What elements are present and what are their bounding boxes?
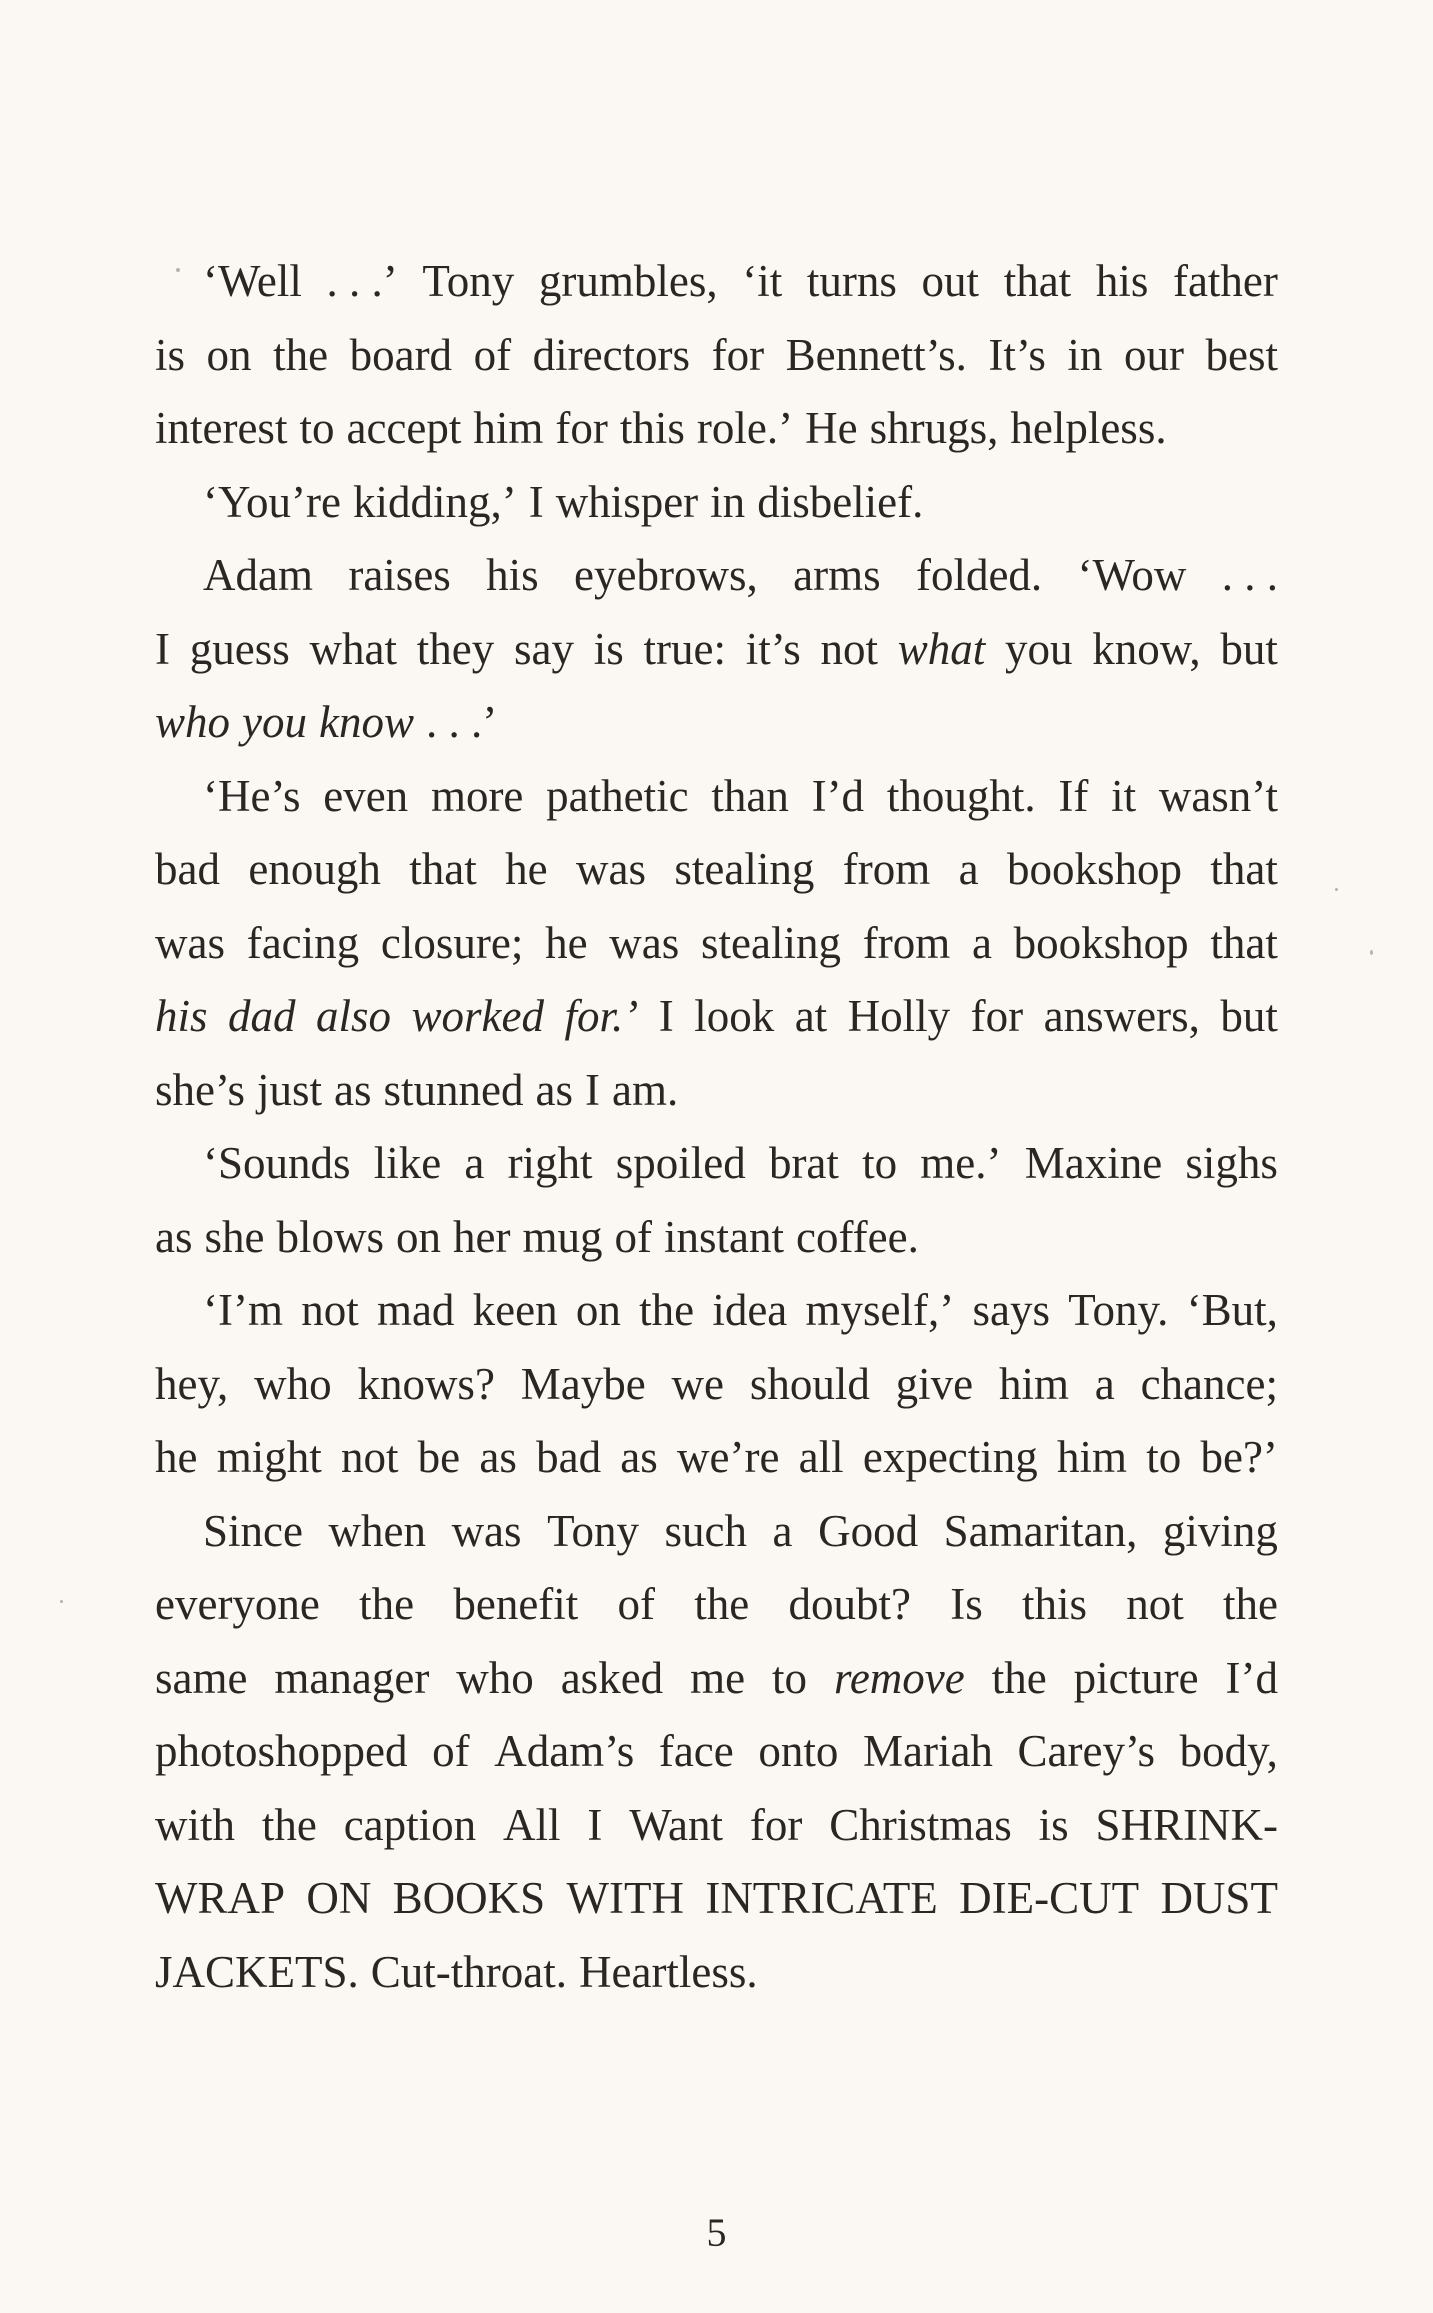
text-word: folded. (915, 550, 1043, 600)
text-word: Heartless. (579, 1946, 758, 1997)
text-word: with (155, 1799, 236, 1850)
text-word: his (1095, 256, 1149, 306)
text-word: Adam (203, 550, 313, 600)
text-word: him (473, 403, 544, 453)
text-word: such (664, 1505, 747, 1556)
text-word: father (1172, 256, 1278, 306)
text-word: I (658, 991, 674, 1041)
text-word: me.’ (920, 1138, 1002, 1188)
text-word: as (535, 1064, 574, 1115)
text-line (155, 1568, 1278, 1642)
text-word: not (340, 1432, 399, 1482)
text-line (155, 466, 1278, 540)
text-word: says (972, 1285, 1050, 1335)
text-word: true: (643, 623, 726, 674)
text-word: they (416, 623, 495, 674)
text-word: DUST (1160, 1873, 1278, 1923)
text-word: Cut-throat. (370, 1946, 567, 1997)
text-word: a (464, 1138, 485, 1188)
text-word: we (671, 1358, 724, 1409)
text-word: Carey’s (1017, 1726, 1155, 1776)
text-word: same (155, 1652, 248, 1703)
text-word: raises (348, 550, 451, 600)
text-word: onto (758, 1726, 839, 1776)
text-word: even (323, 770, 409, 821)
text-word: from (862, 917, 951, 968)
text-word: the (639, 1285, 695, 1335)
text-line (155, 1127, 1278, 1201)
text-word: eyebrows, (574, 550, 758, 600)
text-word: to (299, 403, 335, 453)
text-line (155, 1421, 1278, 1495)
text-line (155, 1348, 1278, 1422)
text-word: JACKETS. (155, 1946, 359, 1997)
text-word: instant (664, 1211, 784, 1262)
text-word: Mariah (862, 1726, 993, 1776)
text-word: coffee. (796, 1211, 919, 1262)
text-line (155, 1789, 1278, 1863)
text-word: a (971, 917, 992, 968)
text-word: just (257, 1064, 323, 1115)
text-word: brat (768, 1138, 839, 1188)
text-word: to (772, 1652, 808, 1703)
text-word: If (1058, 770, 1089, 821)
text-word: we’re (677, 1432, 780, 1482)
text-word: what (897, 623, 986, 674)
text-word: the (273, 329, 329, 380)
text-word: for (970, 991, 1024, 1041)
text-word: more (430, 770, 524, 821)
text-word: know, (1092, 623, 1201, 674)
text-word: Maybe (520, 1358, 646, 1409)
text-word: mug (522, 1211, 603, 1262)
text-word: stunned (383, 1064, 524, 1115)
text-word: wasn’t (1158, 770, 1278, 821)
text-word: I (528, 476, 544, 527)
text-line (155, 980, 1278, 1054)
text-word: of (432, 1726, 470, 1776)
text-word: what (309, 623, 397, 674)
text-word: on (396, 1211, 442, 1262)
text-word: this (619, 403, 685, 453)
paper-speck (1335, 888, 1338, 891)
text-word: Good (818, 1505, 919, 1556)
text-word: answers, (1043, 991, 1200, 1041)
text-word: for (555, 403, 608, 453)
text-word: Is (950, 1579, 983, 1629)
text-word: be?’ (1200, 1432, 1278, 1482)
text-line (155, 319, 1278, 393)
text-word: Tony (547, 1505, 639, 1556)
text-word: who (456, 1652, 534, 1703)
text-word: ‘I’m (203, 1285, 283, 1335)
text-word: idea (712, 1285, 788, 1335)
text-word: I’d (811, 770, 865, 821)
text-line (155, 245, 1278, 319)
text-word: giving (1162, 1505, 1278, 1556)
text-word: He (805, 403, 858, 453)
text-word: who (254, 1358, 332, 1409)
text-word: this (1021, 1579, 1087, 1629)
text-word: his (486, 550, 539, 600)
text-word: ‘You’re (203, 476, 341, 527)
text-word: is (155, 329, 186, 380)
text-word: I’d (1225, 1652, 1278, 1703)
text-word: spoiled (615, 1138, 746, 1188)
text-word: INTRICATE (705, 1873, 938, 1923)
text-word: pathetic (546, 770, 689, 821)
text-word: Want (629, 1799, 724, 1850)
text-word: that (409, 844, 477, 894)
text-word: a (772, 1505, 793, 1556)
text-word: Since (203, 1505, 303, 1556)
text-word: accept (346, 403, 462, 453)
text-word: a (1094, 1358, 1115, 1409)
body-text (155, 245, 1278, 2009)
text-word: of (614, 1211, 652, 1262)
text-word: he (155, 1432, 198, 1482)
text-word: closure; (380, 917, 524, 968)
text-line (155, 613, 1278, 687)
text-word: turns (806, 256, 897, 306)
text-word: face (658, 1726, 734, 1776)
text-word: for (749, 1799, 803, 1850)
text-word: was (155, 917, 225, 968)
text-word: me (690, 1652, 746, 1703)
text-word: directors (532, 329, 691, 380)
text-word: ‘it (742, 256, 783, 306)
text-word: enough (248, 844, 381, 894)
text-word: as (479, 1432, 517, 1482)
text-word: . . . (1221, 550, 1278, 600)
text-word: on (206, 329, 252, 380)
text-word: to (862, 1138, 898, 1188)
text-word: doubt? (788, 1579, 911, 1629)
text-word: body, (1179, 1726, 1278, 1776)
text-word: but (1220, 991, 1278, 1041)
text-word: of (617, 1579, 656, 1629)
text-word: Maxine (1024, 1138, 1163, 1188)
text-word: manager (274, 1652, 430, 1703)
text-word: as (155, 1211, 193, 1262)
text-word: . . .’ (426, 697, 498, 747)
text-word: you (242, 697, 307, 747)
text-line (155, 1274, 1278, 1348)
page-number: 5 (706, 2210, 727, 2255)
text-word: give (895, 1358, 974, 1409)
text-word: also (315, 991, 391, 1041)
text-word: but (1220, 623, 1278, 674)
text-word: the (991, 1652, 1047, 1703)
text-word: best (1205, 329, 1278, 380)
text-word: WRAP (155, 1873, 286, 1923)
text-word: as (334, 1064, 372, 1115)
text-word: Adam’s (494, 1726, 635, 1776)
text-word: expecting (862, 1432, 1038, 1482)
text-word: bad (155, 844, 220, 894)
text-word: not (820, 623, 878, 674)
text-word: disbelief. (757, 476, 924, 527)
text-word: stealing (674, 844, 815, 894)
text-word: mad (376, 1285, 455, 1335)
text-line (155, 907, 1278, 981)
text-word: BOOKS (392, 1873, 546, 1923)
text-word: picture (1073, 1652, 1199, 1703)
text-word: kidding,’ (352, 476, 517, 527)
text-word: was (576, 844, 646, 894)
text-word: the (694, 1579, 750, 1629)
text-line (155, 539, 1278, 613)
text-word: worked (411, 991, 544, 1041)
text-word: than (711, 770, 789, 821)
text-word: she (204, 1211, 265, 1262)
text-word: it (1111, 770, 1137, 821)
text-line (155, 686, 1278, 760)
text-word: that (1210, 917, 1278, 968)
text-word: role.’ (696, 403, 794, 453)
text-word: benefit (453, 1579, 579, 1629)
text-word: a (958, 844, 979, 894)
text-line (155, 1201, 1278, 1275)
text-word: as (620, 1432, 658, 1482)
text-word: SHRINK- (1095, 1799, 1278, 1850)
paper-speck (60, 1600, 63, 1603)
text-word: look (694, 991, 775, 1041)
text-word: bad (536, 1432, 602, 1482)
text-word: helpless. (1010, 403, 1167, 453)
text-word: is (1038, 1799, 1069, 1850)
text-word: blows (276, 1211, 385, 1262)
text-word: arms (793, 550, 881, 600)
text-word: from (842, 844, 931, 894)
text-word: for.’ (564, 991, 639, 1041)
text-word: photoshopped (155, 1726, 408, 1776)
text-word: his (155, 991, 208, 1041)
text-word: be (417, 1432, 461, 1482)
text-word: when (328, 1505, 427, 1556)
text-word: guess (189, 623, 290, 674)
text-word: all (798, 1432, 844, 1482)
text-word: hey, (155, 1358, 229, 1409)
text-word: should (749, 1358, 870, 1409)
text-word: I (155, 623, 170, 674)
text-word: WITH (566, 1873, 684, 1923)
text-word: Samaritan, (943, 1505, 1138, 1556)
text-word: bookshop (1013, 917, 1189, 968)
text-word: at (794, 991, 828, 1041)
text-word: ‘He’s (203, 770, 301, 821)
text-word: remove (833, 1652, 965, 1703)
text-line (155, 760, 1278, 834)
text-word: in (1067, 329, 1103, 380)
text-word: Tony. (1068, 1285, 1169, 1335)
text-word: who (155, 697, 231, 747)
text-word: the (1222, 1579, 1278, 1629)
text-word: board (349, 329, 453, 380)
text-word: sighs (1185, 1138, 1278, 1188)
text-word: the (359, 1579, 415, 1629)
text-word: . . .’ (326, 256, 398, 306)
text-word: it’s (745, 623, 801, 674)
text-line (155, 833, 1278, 907)
text-word: like (373, 1138, 442, 1188)
text-word: It’s (988, 329, 1046, 380)
text-word: that (1003, 256, 1072, 306)
text-word: him (1057, 1432, 1128, 1482)
text-word: him (998, 1358, 1069, 1409)
text-word: bookshop (1006, 844, 1182, 894)
text-word: of (473, 329, 512, 380)
text-word: thought. (886, 770, 1036, 821)
text-word: knows? (357, 1358, 495, 1409)
text-word: you (1005, 623, 1073, 674)
text-word: for (711, 329, 765, 380)
text-word: I (585, 1064, 601, 1115)
text-word: Holly (847, 991, 951, 1041)
text-line (155, 1715, 1278, 1789)
text-word: say (513, 623, 574, 674)
text-line (155, 1642, 1278, 1716)
text-word: ‘But, (1186, 1285, 1278, 1335)
text-word: ‘Well (203, 256, 302, 306)
text-line (155, 1495, 1278, 1569)
text-word: was (609, 917, 680, 968)
text-word: ‘Wow (1077, 550, 1187, 600)
text-word: she’s (155, 1064, 245, 1115)
text-word: on (575, 1285, 621, 1335)
text-line (155, 1936, 1278, 2010)
text-word: ‘Sounds (203, 1138, 351, 1188)
text-word: right (507, 1138, 593, 1188)
text-word: out (921, 256, 980, 306)
text-word: All (502, 1799, 561, 1850)
text-word: stealing (701, 917, 841, 968)
text-line (155, 392, 1278, 466)
text-word: facing (246, 917, 360, 968)
text-word: Tony (422, 256, 515, 306)
text-word: not (1126, 1579, 1184, 1629)
text-word: dad (228, 991, 296, 1041)
text-word: chance; (1140, 1358, 1278, 1409)
paper-speck (1370, 950, 1373, 955)
text-word: he (545, 917, 588, 968)
text-word: asked (560, 1652, 664, 1703)
text-word: ON (306, 1873, 372, 1923)
text-word: not (301, 1285, 359, 1335)
text-word: shrugs, (869, 403, 999, 453)
text-word: keen (472, 1285, 558, 1335)
text-word: is (593, 623, 624, 674)
text-word: that (1210, 844, 1278, 894)
text-word: Christmas (829, 1799, 1012, 1850)
text-word: DIE-CUT (959, 1873, 1140, 1923)
text-word: her (453, 1211, 511, 1262)
paper-speck (176, 268, 180, 272)
text-word: in (710, 476, 746, 527)
text-word: our (1123, 329, 1184, 380)
text-word: Bennett’s. (785, 329, 967, 380)
text-word: might (216, 1432, 322, 1482)
text-word: was (451, 1505, 522, 1556)
text-word: grumbles, (538, 256, 718, 306)
text-line (155, 1862, 1278, 1936)
text-word: I (587, 1799, 603, 1850)
text-word: interest (155, 403, 288, 453)
text-word: know (319, 697, 414, 747)
text-word: to (1146, 1432, 1182, 1482)
text-word: am. (612, 1064, 679, 1115)
text-word: myself,’ (805, 1285, 955, 1335)
text-word: everyone (155, 1579, 320, 1629)
text-line (155, 1054, 1278, 1128)
text-word: he (505, 844, 548, 894)
text-word: whisper (555, 476, 699, 527)
text-word: the (261, 1799, 317, 1850)
text-word: caption (343, 1799, 477, 1850)
